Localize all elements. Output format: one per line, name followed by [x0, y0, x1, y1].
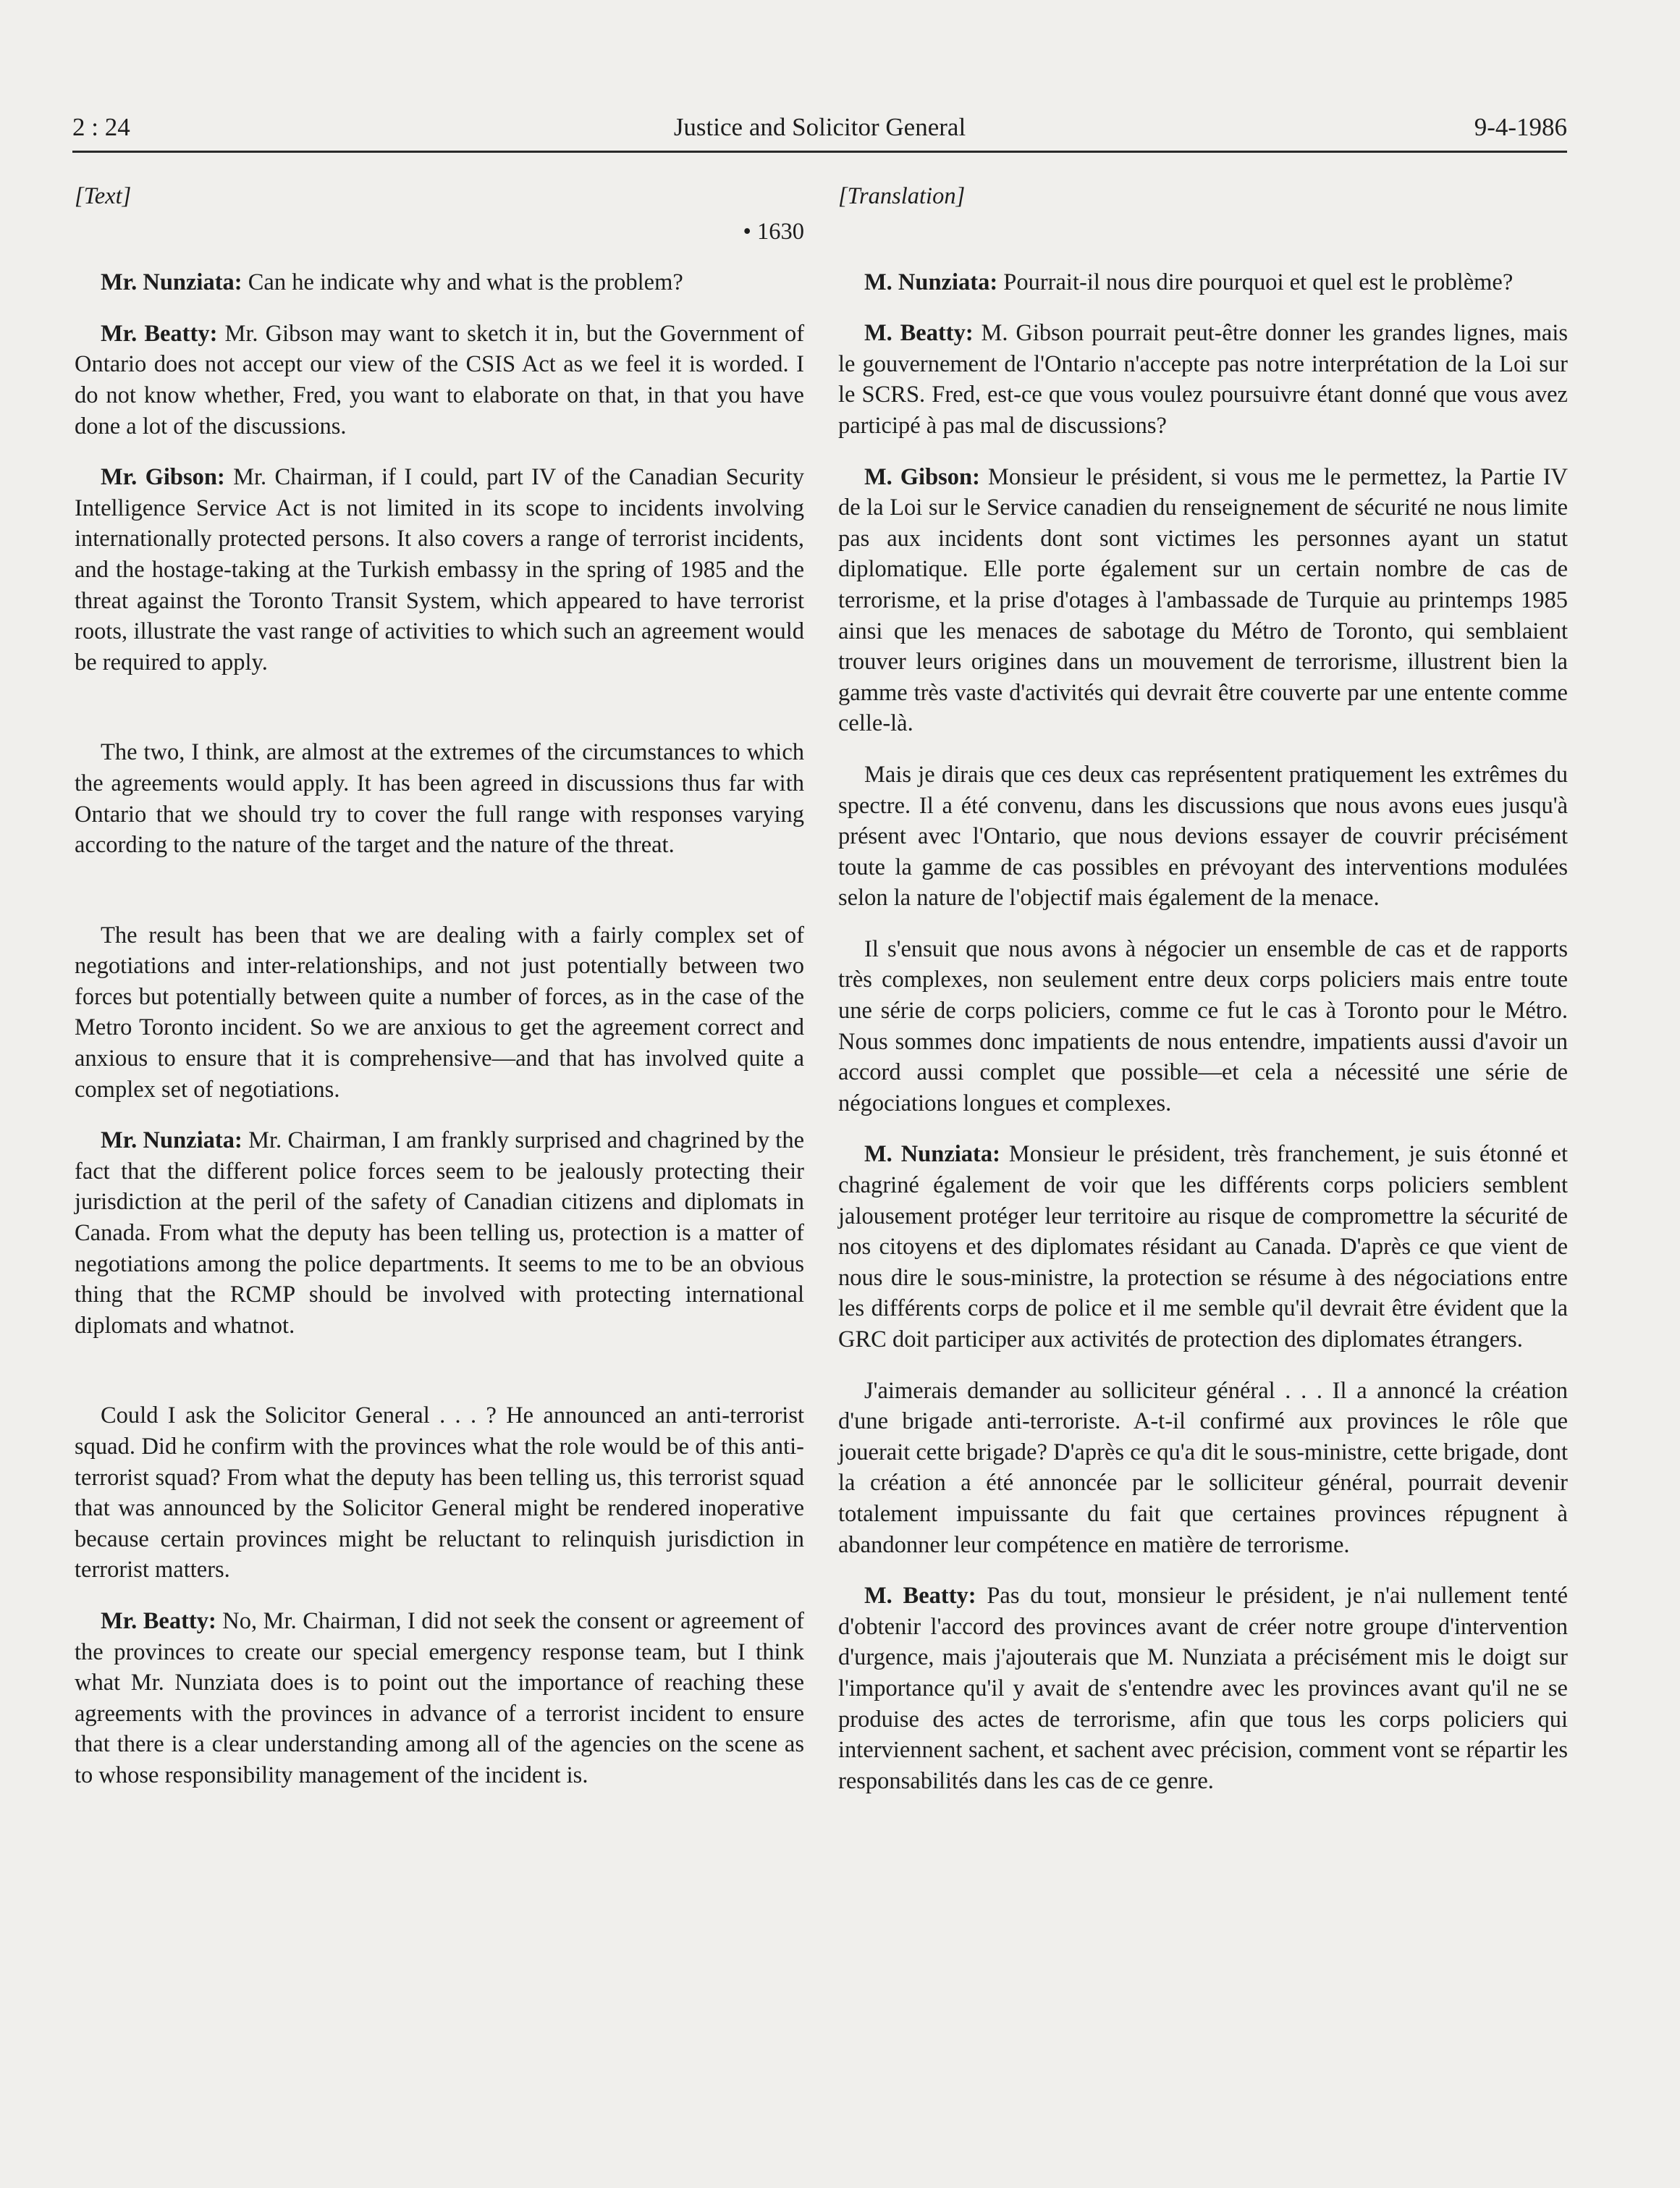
spacer — [838, 216, 1568, 267]
page-number: 2 : 24 — [72, 113, 130, 141]
page-title: Justice and Solicitor General — [673, 113, 966, 141]
paragraph — [838, 318, 1568, 441]
speaker-name: Mr. Beatty: — [101, 320, 218, 347]
speaker-name: Mr. Nunziata: — [101, 1127, 242, 1154]
paragraph — [75, 1400, 804, 1586]
paragraph — [75, 737, 804, 860]
speaker-name: M. Gibson: — [864, 463, 980, 490]
paragraph-text: M. Gibson pourrait peut-être donner les grandes lignes, mais le gouvernement de l'Ontario n'accepte pas notre interprétation de la Loi sur le SCRS. Fred, est-ce que vous voulez poursuivre étant donné que vous avez participé à pas mal de discussions? — [838, 320, 1568, 439]
paragraph-text: The two, I think, are almost at the extremes of the circumstances to which the agreements would apply. It has been agreed in discussions thus far with Ontario that we should try to cover the full range with responses varying according to the nature of the target and the nature of the threat. — [75, 739, 804, 859]
page-header — [72, 107, 1567, 153]
paragraph — [838, 1139, 1568, 1355]
paragraph-text: Pas du tout, monsieur le président, je n'ai nullement tenté d'obtenir l'accord des provinces avant de créer notre groupe d'intervention d'urgence, mais j'ajouterais que M. Nunziata a précisément mis le doigt sur l'importance qu'il y avait de s'entendre avec les provinces avant qu'il ne se produise des actes de terrorisme, afin que tous les corps policiers qui interviennent sachent, et sachent avec précision, comment vont se répartir les responsabilités dans les cas de ce genre. — [838, 1583, 1569, 1794]
speaker-name: M. Beatty: — [864, 1583, 976, 1610]
paragraph — [838, 462, 1568, 739]
paragraph-text: Monsieur le président, si vous me le permettez, la Partie IV de la Loi sur le Service canadien du renseignement de sécurité ne nous limite pas aux incidents dont sont victimes les personnes ayant un statut diplomatique. Elle porte également sur un certain nombre de cas de terrorisme, et la prise d'otages à l'ambassade de Turquie au printemps 1985 ainsi que les menaces de sabotage du Métro de Toronto, qui semblaient trouver leurs origines dans un mouvement de terrorisme, illustrent bien la gamme très vaste d'activités qui devrait être couverte par une entente comme celle-là. — [838, 463, 1569, 737]
paragraph-text: Mr. Chairman, if I could, part IV of the Canadian Security Intelligence Service Act is not limited in its scope to incidents involving internationally protected persons. It also covers a range of terrorist incidents, and the hostage-taking at the Turkish embassy in the spring of 1985 and the threat against the Toronto Transit System, which appeared to have terrorist roots, illustrate the vast range of activities to which such an agreement would be required to apply. — [75, 464, 805, 676]
paragraph-text: The result has been that we are dealing with a fairly complex set of negotiations and inter-relationships, and not just potentially between two forces but potentially between quite a number of forces, as in the case of the Metro Toronto incident. So we are anxious to get the agreement correct and anxious to ensure that it is comprehensive—and that has involved quite a complex set of negotiations. — [75, 922, 804, 1103]
speaker-name: M. Beatty: — [864, 320, 974, 347]
paragraph-text: Mais je dirais que ces deux cas représentent pratiquement les extrêmes du spectre. Il a été convenu, dans les discussions que nous avons eues jusqu'à présent avec l'Ontario, que nous devions essayer de couvrir précisément toute la gamme de cas possibles en prévoyant des interventions modulées selon la nature de l'objectif mais également de la menace. — [838, 761, 1568, 912]
right-column-french — [838, 181, 1568, 1817]
section-label-translation: [Translation] — [838, 183, 966, 209]
paragraph — [75, 1125, 804, 1341]
paragraph-text: Could I ask the Solicitor General . . . ? He announced an anti-terrorist squad. Did he confirm with the provinces what the role would be of this anti-terrorist squad? From what the deputy has been telling us, this terrorist squad that was announced by the Solicitor General might be rendered inoperative because certain provinces might be reluctant to relinquish jurisdiction in terrorist matters. — [75, 1402, 804, 1583]
paragraph — [838, 934, 1568, 1119]
speaker-name: Mr. Nunziata: — [101, 269, 242, 296]
paragraph-text: Mr. Gibson may want to sketch it in, but the Government of Ontario does not accept our view of the CSIS Act as we feel it is worded. I do not know whether, Fred, you want to elaborate on that, in that you have done a lot of the discussions. — [75, 320, 805, 439]
paragraph — [838, 1376, 1568, 1561]
paragraph-text: J'aimerais demander au solliciteur général . . . Il a annoncé la création d'une brigade anti-terroriste. A-t-il confirmé aux provinces le rôle que jouerait cette brigade? D'après ce qu'a dit le sous-ministre, cette brigade, dont la création a été annoncée par le solliciteur général, pourrait devenir totalement impuissante du fait que certaines provinces répugnent à abandonner leur compétence en matière de terrorisme. — [838, 1377, 1568, 1558]
paragraph — [838, 267, 1568, 298]
paragraph-text: Pourrait-il nous dire pourquoi et quel est le problème? — [997, 269, 1514, 295]
paragraph — [75, 462, 804, 678]
paragraph — [75, 319, 804, 442]
time-marker: • 1630 — [743, 218, 804, 245]
paragraph-text: Monsieur le président, très franchement, je suis étonné et chagriné également de voir que les différents corps policiers semblent jalousement protéger leur territoire au risque de compromettre la sécurité de nos citoyens et des diplomates résidant au Canada. D'après ce que vient de nous dire le sous-ministre, la protection se résume à des négociations entre les différents corps de police et il me semble qu'il devrait être évident que la GRC doit participer aux activités de protection des diplomates étrangers. — [838, 1141, 1568, 1352]
paragraph — [75, 920, 804, 1106]
paragraph-text: Mr. Chairman, I am frankly surprised and chagrined by the fact that the different police forces seem to be jealously protecting their jurisdiction at the peril of the safety of Canadian citizens and diplomats in Canada. From what the deputy has been telling us, protection is a matter of negotiations among the police departments. It seems to me to be an obvious thing that the RCMP should be involved with protecting international diplomats and whatnot. — [75, 1127, 804, 1339]
speaker-name: M. Nunziata: — [864, 1141, 1000, 1168]
paragraph-text: Il s'ensuit que nous avons à négocier un ensemble de cas et de rapports très complexes, non seulement entre deux corps policiers mais entre toute une série de corps policiers, comme ce fut le cas à Toronto pour le Métro. Nous sommes donc impatients de nous entendre, impatients aussi d'avoir un accord aussi complet que possible—et cela a nécessité une série de négociations longues et complexes. — [838, 935, 1568, 1116]
paragraph — [75, 267, 804, 298]
paragraph — [838, 760, 1568, 914]
speaker-name: Mr. Gibson: — [101, 464, 225, 491]
speaker-name: M. Nunziata: — [864, 269, 998, 295]
page-date: 9-4-1986 — [1474, 113, 1567, 141]
section-label-text: [Text] — [75, 183, 132, 209]
speaker-name: Mr. Beatty: — [101, 1607, 216, 1634]
paragraph-text: No, Mr. Chairman, I did not seek the consent or agreement of the provinces to create our special emergency response team, but I think what Mr. Nunziata does is to point out the importance of reaching these agreements with the provinces in advance of a terrorist incident to ensure that there is a clear understanding among all of the agencies on the scene as to whose responsibility management of the incident is. — [75, 1607, 804, 1788]
paragraph-text: Can he indicate why and what is the problem? — [242, 269, 683, 296]
left-column-english — [75, 181, 804, 1812]
paragraph — [838, 1581, 1568, 1796]
paragraph — [75, 1606, 804, 1791]
